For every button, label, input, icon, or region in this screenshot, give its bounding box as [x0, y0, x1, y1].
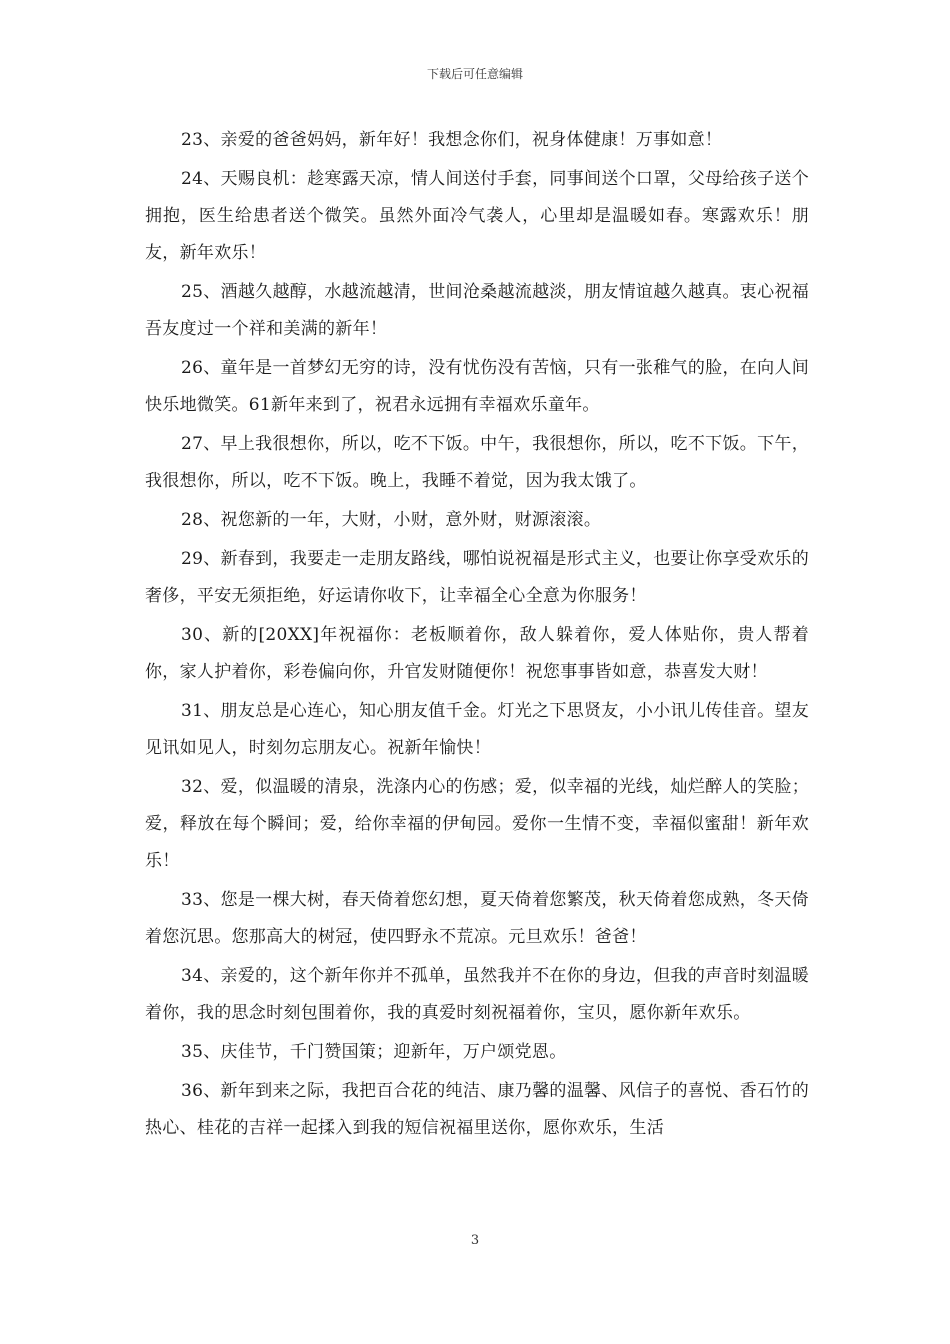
paragraph-25: 25、酒越久越醇，水越流越清，世间沧桑越流越淡，朋友情谊越久越真。衷心祝福吾友度过一个祥和美满的新年！ — [145, 282, 809, 339]
page-number: 3 — [470, 1233, 480, 1248]
paragraph-34: 34、亲爱的，这个新年你并不孤单，虽然我并不在你的身边，但我的声音时刻温暖着你，我的思念时刻包围着你，我的真爱时刻祝福着你，宝贝，愿你新年欢乐。 — [145, 966, 809, 1023]
paragraph-31: 31、朋友总是心连心，知心朋友值千金。灯光之下思贤友，小小讯儿传佳音。望友见讯如见人，时刻勿忘朋友心。祝新年愉快！ — [145, 701, 809, 758]
page-header: 下载后可任意编辑 — [426, 67, 523, 81]
paragraph-35: 35、庆佳节，千门赞国策；迎新年，万户颂党恩。 — [181, 1042, 567, 1062]
paragraph-33: 33、您是一棵大树，春天倚着您幻想，夏天倚着您繁茂，秋天倚着您成熟，冬天倚着您沉思。您那高大的树冠，使四野永不荒凉。元旦欢乐！爸爸！ — [145, 890, 809, 947]
paragraph-32: 32、爱，似温暖的清泉，洗涤内心的伤感；爱，似幸福的光线，灿烂醉人的笑脸；爱，释放在每个瞬间；爱，给你幸福的伊甸园。爱你一生情不变，幸福似蜜甜！新年欢乐！ — [145, 777, 809, 871]
paragraph-24: 24、天赐良机：趁寒露天凉，情人间送付手套，同事间送个口罩，父母给孩子送个拥抱，医生给患者送个微笑。虽然外面冷气袭人，心里却是温暖如春。寒露欢乐！朋友，新年欢乐！ — [145, 169, 809, 263]
document-body — [145, 122, 809, 1149]
paragraph-27: 27、早上我很想你，所以，吃不下饭。中午，我很想你，所以，吃不下饭。下午，我很想你，所以，吃不下饭。晚上，我睡不着觉，因为我太饿了。 — [145, 434, 809, 491]
paragraph-29: 29、新春到，我要走一走朋友路线，哪怕说祝福是形式主义，也要让你享受欢乐的奢侈，平安无须拒绝，好运请你收下，让幸福全心全意为你服务！ — [145, 549, 809, 606]
paragraph-36: 36、新年到来之际，我把百合花的纯洁、康乃馨的温馨、风信子的喜悦、香石竹的热心、桂花的吉祥一起揉入到我的短信祝福里送你，愿你欢乐，生活 — [145, 1081, 809, 1138]
paragraph-23: 23、亲爱的爸爸妈妈，新年好！我想念你们，祝身体健康！万事如意！ — [181, 130, 723, 150]
paragraph-26: 26、童年是一首梦幻无穷的诗，没有忧伤没有苦恼，只有一张稚气的脸，在向人间快乐地微笑。61新年来到了，祝君永远拥有幸福欢乐童年。 — [145, 358, 809, 415]
paragraph-30: 30、新的[20XX]年祝福你：老板顺着你，敌人躲着你，爱人体贴你，贵人帮着你，家人护着你，彩卷偏向你，升官发财随便你！祝您事事皆如意，恭喜发大财！ — [145, 625, 809, 682]
paragraph-28: 28、祝您新的一年，大财，小财，意外财，财源滚滚。 — [181, 510, 602, 530]
